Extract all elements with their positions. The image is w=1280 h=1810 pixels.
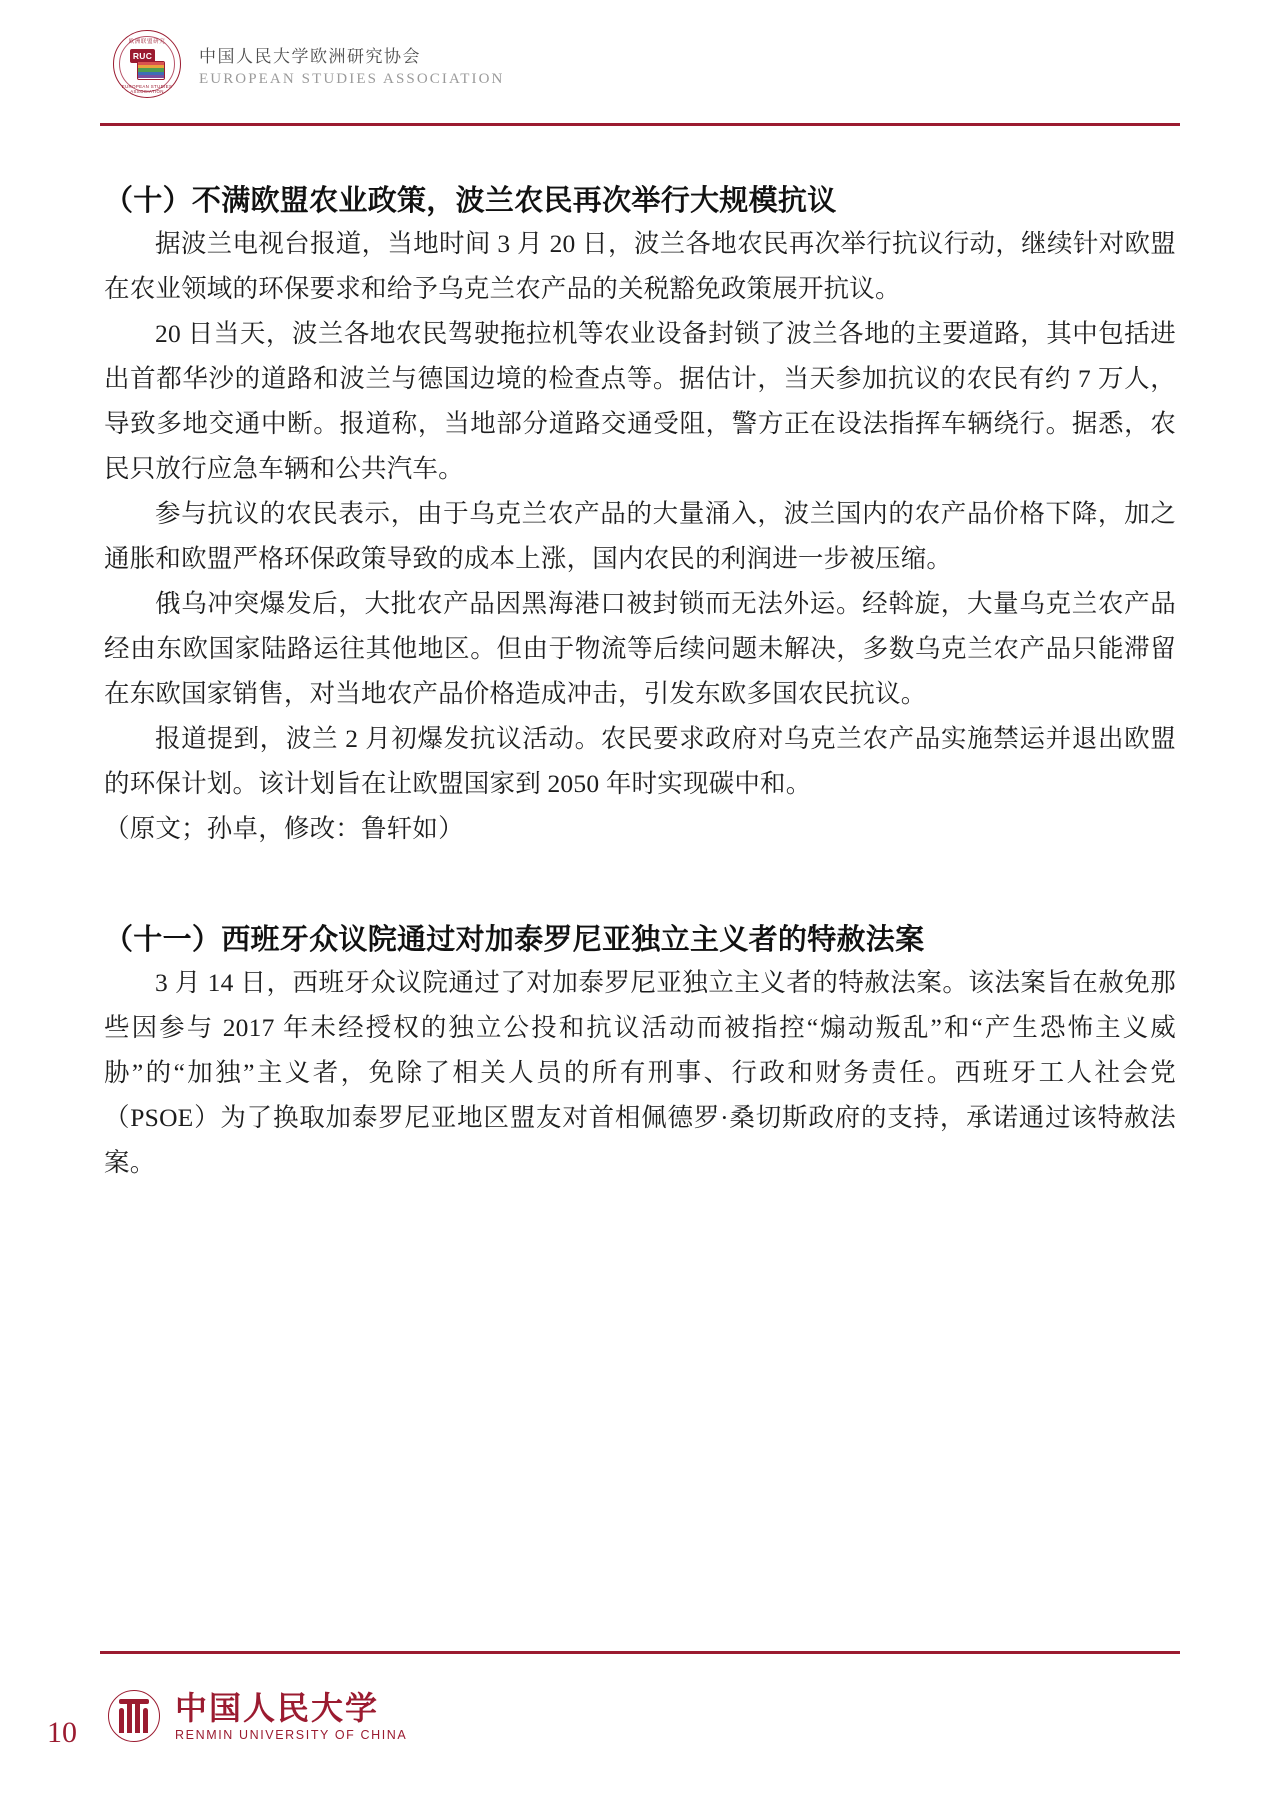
page-footer bbox=[0, 1668, 1280, 1788]
flag-badge-icon bbox=[137, 61, 165, 80]
university-name-group bbox=[175, 1689, 408, 1743]
page-number: 10 bbox=[47, 1716, 77, 1749]
header-divider-rule bbox=[100, 123, 1180, 126]
section-10-paragraph-3: 参与抗议的农民表示，由于乌克兰农产品的大量涌入，波兰国内的农产品价格下降，加之通胀和欧盟严格环保政策导致的成本上涨，国内农民的利润进一步被压缩。 bbox=[104, 499, 1176, 574]
org-name-cn: 中国人民大学欧洲研究协会 bbox=[199, 47, 421, 66]
seal-top-text: 欧洲联盟研究 bbox=[128, 39, 166, 45]
section-10-paragraph-5: 报道提到，波兰 2 月初爆发抗议活动。农民要求政府对乌克兰农产品实施禁运并退出欧盟的环保计划。该计划旨在让欧盟国家到 2050 年时实现碳中和。 bbox=[104, 724, 1176, 799]
header-title-group bbox=[199, 42, 505, 88]
esa-seal-icon bbox=[113, 30, 183, 100]
section-10-paragraph-1: 据波兰电视台报道，当地时间 3 月 20 日，波兰各地农民再次举行抗议行动，继续针对欧盟在农业领域的环保要求和给予乌克兰农产品的关税豁免政策展开抗议。 bbox=[104, 229, 1176, 304]
org-name-en: EUROPEAN STUDIES ASSOCIATION bbox=[199, 71, 505, 87]
section-10-attribution: （原文；孙卓，修改：鲁轩如） bbox=[104, 814, 464, 844]
section-heading-10: （十）不满欧盟农业政策，波兰农民再次举行大规模抗议 bbox=[104, 185, 837, 217]
seal-bottom-text: EUROPEAN STUDIES ASSOCIATION bbox=[121, 84, 173, 94]
university-name-en: RENMIN UNIVERSITY OF CHINA bbox=[175, 1728, 408, 1743]
renmin-university-emblem-icon bbox=[108, 1690, 162, 1744]
ruc-badge: RUC bbox=[130, 49, 155, 63]
university-name-cn: 中国人民大学 bbox=[175, 1689, 380, 1726]
section-11-paragraph-1: 3 月 14 日，西班牙众议院通过了对加泰罗尼亚独立主义者的特赦法案。该法案旨在赦免那些因参与 2017 年未经授权的独立公投和抗议活动而被指控“煽动叛乱”和“产生恐怖主义威胁”的“加独”主义者，免除了相关人员的所有刑事、行政和财务责任。西班牙工人社会党（PSOE）为了换取加泰罗尼亚地区盟友对首相佩德罗·桑切斯政府的支持，承诺通过该特赦法案。 bbox=[104, 968, 1176, 1178]
university-logo-group bbox=[108, 1690, 407, 1744]
section-10-paragraph-4: 俄乌冲突爆发后，大批农产品因黑海港口被封锁而无法外运。经斡旋，大量乌克兰农产品经由东欧国家陆路运往其他地区。但由于物流等后续问题未解决，多数乌克兰农产品只能滞留在东欧国家销售，对当地农产品价格造成冲击，引发东欧多国农民抗议。 bbox=[104, 589, 1176, 709]
footer-divider-rule bbox=[100, 1651, 1180, 1654]
page-content bbox=[104, 182, 1176, 1185]
seal-core bbox=[130, 49, 164, 79]
esa-logo-group bbox=[113, 30, 505, 100]
page-header bbox=[0, 0, 1280, 130]
emblem-figures bbox=[119, 1699, 149, 1733]
section-heading-11: （十一）西班牙众议院通过对加泰罗尼亚独立主义者的特赦法案 bbox=[104, 924, 925, 957]
section-11-block bbox=[104, 921, 1176, 1185]
section-10-paragraph-2: 20 日当天，波兰各地农民驾驶拖拉机等农业设备封锁了波兰各地的主要道路，其中包括进出首都华沙的道路和波兰与德国边境的检查点等。据估计，当天参加抗议的农民有约 7 万人，导致多地交通中断。报道称，当地部分道路交通受阻，警方正在设法指挥车辆绕行。据悉，农民只放行应急车辆和公共汽车。 bbox=[104, 319, 1176, 484]
